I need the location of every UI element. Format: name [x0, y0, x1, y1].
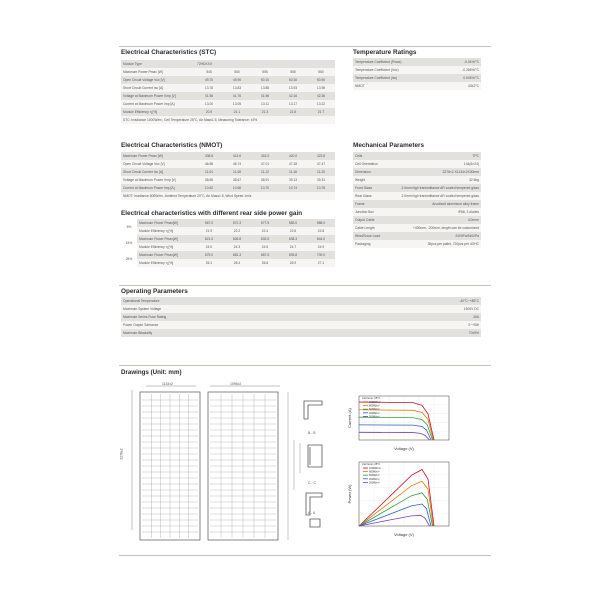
mech-row-value: 144(6×24) [389, 160, 481, 168]
rear-gain-label: 25% [121, 251, 137, 267]
nmot-row-value: 47.28 [279, 160, 307, 168]
op-row-value: 1500V DC [301, 305, 481, 313]
nmot-row-value: 38.67 [223, 176, 251, 184]
rear-row-value: 24.5 [251, 243, 279, 251]
chart-xlabel: Voltage (V) [394, 446, 414, 451]
stc-row-value: 21.7 [307, 108, 335, 116]
mech-row [353, 216, 481, 224]
stc-row [121, 100, 335, 108]
stc-row-value: 42.16 [279, 92, 307, 100]
rear-row-value: 22.8 [307, 227, 335, 235]
stc-note: STC: Irradiance 1000W/m², Cell Temperature 25°C, Air Mass1.5, Measuring Tolerance: ±3% [121, 116, 335, 124]
chart-ylabel: Power (W) [347, 484, 352, 504]
op-row-value: 0~+5W [301, 321, 481, 329]
stc-row [121, 76, 335, 84]
mech-row [353, 152, 481, 160]
pv-curve-chart [345, 458, 455, 538]
nmot-row-value: 47.01 [251, 160, 279, 168]
mech-title: Mechanical Parameters [353, 142, 425, 149]
rear-row [121, 219, 335, 227]
mech-row-value: Anodized aluminium alloy frame [389, 200, 481, 208]
op-row [121, 321, 481, 329]
mech-row-label: Frame [353, 200, 389, 208]
stc-row-value: 555 [279, 68, 307, 76]
nmot-row-value: 10.78 [307, 184, 335, 192]
temp-row-label: Temperature Coefficient (Pmax) [353, 58, 421, 66]
rear-row-value: 681.3 [223, 251, 251, 259]
mech-row-value: 2.0mm high transmittance AR coated tempered glass [389, 184, 481, 192]
rear-row-value: 22.4 [251, 227, 279, 235]
stc-row [121, 84, 335, 92]
stc-row-label: Module Efficiency η [%] [121, 108, 195, 116]
stc-row-value: 41.76 [223, 92, 251, 100]
nmot-row-value: 10.62 [195, 184, 223, 192]
rear-row [121, 243, 335, 251]
rear-row-value: 26.9 [279, 259, 307, 267]
temp-table [353, 58, 481, 90]
stc-row-value: 13.17 [279, 100, 307, 108]
temp-row-label: Temperature Coefficient (Voc) [353, 66, 421, 74]
stc-row-value: 49.70 [195, 76, 223, 84]
temp-row-label: NMOT [353, 82, 421, 90]
chart-legend-label: 800W/m² [369, 404, 380, 408]
temp-row-label: Temperature Coefficient (Isc) [353, 74, 421, 82]
nmot-title: Electrical Characteristics (NMOT) [121, 142, 223, 149]
dim-top-label: 1096±2 [230, 382, 242, 386]
rear-row-label: Module Efficiency η [%] [137, 259, 195, 267]
dim-height-label: 2278±2 [119, 448, 124, 460]
rear-row-value: 27.1 [307, 259, 335, 267]
stc-row-value: 13.05 [223, 100, 251, 108]
op-table [121, 297, 481, 337]
nmot-row-label: Voltage at Maximum Power Vmp [V] [121, 176, 195, 184]
nmot-row-value: 38.65 [195, 176, 223, 184]
temp-row [353, 82, 481, 90]
nmot-row [121, 168, 335, 176]
mech-row-value: 2278×2 X1134×2X30mm [389, 168, 481, 176]
nmot-row-value: 11.20 [307, 168, 335, 176]
stc-row-value: 41.96 [251, 92, 279, 100]
nmot-row-value: 10.66 [223, 184, 251, 192]
stc-title: Electrical Characteristics (STC) [121, 49, 217, 56]
rear-row-value: 638.3 [279, 235, 307, 243]
mech-row-value: 36pcs per pallet, 720pcs per 40'HC [389, 240, 481, 248]
nmot-row-value: 11.08 [223, 168, 251, 176]
nmot-row-value: 10.74 [279, 184, 307, 192]
iv-curve-chart [345, 392, 455, 452]
nmot-table [121, 152, 335, 200]
chart-legend-label: 1000W/m² [369, 401, 381, 404]
mech-row [353, 200, 481, 208]
op-row [121, 329, 481, 337]
stc-row-value: 42.36 [307, 92, 335, 100]
temp-row [353, 66, 481, 74]
nmot-note-row [121, 192, 335, 200]
mech-row-value: 32.5kg [389, 176, 481, 184]
mech-row-value: TPC [389, 152, 481, 160]
stc-row-value: 545 [195, 68, 223, 76]
mech-row-label: Front Glass [353, 184, 389, 192]
rear-row [121, 251, 335, 259]
nmot-row [121, 176, 335, 184]
rear-row-value: 26.4 [223, 259, 251, 267]
nmot-note: NMOT: Irradiance 800W/m², Ambient Temperature 20°C, Air Mass1.5, Wind Speed 1m/s [121, 192, 335, 200]
nmot-row-value: 39.13 [279, 176, 307, 184]
stc-row-value: 560 [307, 68, 335, 76]
stc-model-label: Module Type [121, 60, 195, 68]
rear-row-value: 24.3 [223, 243, 251, 251]
nmot-row [121, 160, 335, 168]
nmot-row-value: 38.91 [251, 176, 279, 184]
stc-note-row [121, 116, 335, 124]
op-row-label: Maximum Bifaciality [121, 329, 301, 337]
stc-row-value: 49.90 [223, 76, 251, 84]
temp-row-value: 43±2°C [421, 82, 481, 90]
mech-row-label: Cable Length [353, 224, 389, 232]
temp-row-value: -0.34%/°C [421, 58, 481, 66]
chart-legend-label: 400W/m² [369, 411, 380, 415]
mech-row-label: Cells [353, 152, 389, 160]
rear-row-value: 687.5 [251, 251, 279, 259]
rear-row-label: Maximum Power Pmax[W] [137, 251, 195, 259]
stc-row-label: Current at Maximum Power Imp [A] [121, 100, 195, 108]
divider-mid [119, 285, 491, 286]
mech-row [353, 192, 481, 200]
mech-row [353, 176, 481, 184]
stc-model-row [121, 60, 335, 68]
rear-gain-label: 15% [121, 235, 137, 251]
rear-row-value: 22.2 [223, 227, 251, 235]
op-row-label: Maximum Series Fuse Rating [121, 313, 301, 321]
nmot-row-value: 47.47 [307, 160, 335, 168]
stc-row [121, 108, 335, 116]
stc-row-value: 13.22 [307, 100, 335, 108]
stc-row-label: Voltage at Maximum Power Vmp [V] [121, 92, 195, 100]
op-row-label: Operational Temperature [121, 297, 301, 305]
temp-row-value: -0.265%/°C [421, 66, 481, 74]
mech-row-label: Rear Glass [353, 192, 389, 200]
stc-row-value: 13.93 [279, 84, 307, 92]
chart-title: Cell temp: 25°C [362, 463, 381, 466]
stc-row-value: 13.78 [195, 84, 223, 92]
mech-row [353, 232, 481, 240]
mech-row-value: IP68, 3 diodes [389, 208, 481, 216]
chart-legend-label: 200W/m² [369, 415, 380, 419]
rear-title: Electrical characteristics with different rear side power gain [121, 210, 303, 217]
nmot-row-value: 46.68 [195, 160, 223, 168]
nmot-row-label: Maximum Power Pmax [W] [121, 152, 195, 160]
stc-row-value: 550 [223, 68, 251, 76]
nmot-row-value: 412.6 [223, 152, 251, 160]
section-a-label: A - A [308, 511, 316, 515]
nmot-row-label: Short Circuit Current Isc [A] [121, 168, 195, 176]
op-row-label: Maximum System Voltage [121, 305, 301, 313]
mech-row-value: 2.0mm high transmittance AR coated tempered glass [389, 192, 481, 200]
rear-row-value: 577.5 [251, 219, 279, 227]
mech-row-label: Dimension [353, 168, 389, 176]
mech-row-label: Wind/Snow Load [353, 232, 389, 240]
op-row [121, 305, 481, 313]
mech-row [353, 168, 481, 176]
op-row [121, 313, 481, 321]
nmot-row-value: 416.2 [251, 152, 279, 160]
rear-row-value: 588.0 [307, 219, 335, 227]
stc-row-value: 21.1 [223, 108, 251, 116]
temp-row [353, 74, 481, 82]
stc-row-value: 50.30 [279, 76, 307, 84]
mech-row-label: Cell Orientation [353, 160, 389, 168]
mech-table [353, 152, 481, 248]
rear-row-value: 24.9 [307, 243, 335, 251]
chart-legend-label: 600W/m² [369, 474, 380, 478]
rear-row-value: 700.0 [307, 251, 335, 259]
op-row [121, 297, 481, 305]
op-row-value: -40°C~+85°C [301, 297, 481, 305]
rear-gain-label: 5% [121, 219, 137, 235]
mech-row-value: 2400Pa/5400Pa [389, 232, 481, 240]
mech-row [353, 224, 481, 232]
chart-legend-label: 1000W/m² [369, 467, 381, 470]
mech-row [353, 240, 481, 248]
module-side-view [120, 380, 320, 550]
rear-row-value: 24.7 [279, 243, 307, 251]
rear-row-value: 644.0 [307, 235, 335, 243]
chart-ylabel: Current (A) [347, 408, 352, 428]
mech-row-label: Output Cable [353, 216, 389, 224]
rear-row-value: 572.3 [223, 219, 251, 227]
mech-row-value: +400mm, -200mm, length can be customized [389, 224, 481, 232]
rear-row-label: Maximum Power Pmax[W] [137, 235, 195, 243]
stc-model-value: 72HDXXX [195, 60, 335, 68]
stc-row-label: Maximum Power Pmax [W] [121, 68, 195, 76]
drawings-title: Drawings (Unit: mm) [121, 369, 182, 376]
rear-row-value: 583.0 [279, 219, 307, 227]
stc-row-label: Open Circuit Voltage Voc [V] [121, 76, 195, 84]
rear-row-value: 567.0 [195, 219, 223, 227]
rear-row-value: 632.5 [251, 235, 279, 243]
stc-row-value: 21.5 [279, 108, 307, 116]
rear-row-value: 621.0 [195, 235, 223, 243]
chart-legend-label: 600W/m² [369, 408, 380, 412]
nmot-row-value: 420.0 [279, 152, 307, 160]
divider-top [119, 46, 491, 47]
stc-row-value: 41.56 [195, 92, 223, 100]
mech-row-label: Packaging [353, 240, 389, 248]
mech-row-label: Junction Box [353, 208, 389, 216]
nmot-row-value: 11.16 [279, 168, 307, 176]
stc-row-value: 13.88 [251, 84, 279, 92]
dim-side-label: 1134±2 [162, 382, 174, 386]
rear-row-value: 21.9 [195, 227, 223, 235]
chart-xlabel: Voltage (V) [394, 532, 414, 537]
nmot-row [121, 152, 335, 160]
nmot-row-value: 408.6 [195, 152, 223, 160]
op-row-value: 30A [301, 313, 481, 321]
nmot-row-value: 10.70 [251, 184, 279, 192]
section-b-label: B - B [308, 431, 316, 435]
rear-row-value: 675.0 [195, 251, 223, 259]
stc-row [121, 92, 335, 100]
stc-row-value: 13.11 [251, 100, 279, 108]
stc-table [121, 60, 335, 124]
nmot-row-value: 46.74 [223, 160, 251, 168]
section-details [296, 395, 346, 535]
nmot-row-value: 39.31 [307, 176, 335, 184]
temp-row-value: 0.045%/°C [421, 74, 481, 82]
rear-row [121, 259, 335, 267]
nmot-row-label: Current at Maximum Power Imp [A] [121, 184, 195, 192]
stc-row-value: 13.83 [223, 84, 251, 92]
nmot-row-label: Open Circuit Voltage Voc [V] [121, 160, 195, 168]
chart-legend-label: 400W/m² [369, 477, 380, 481]
chart-legend-label: 200W/m² [369, 481, 380, 485]
divider-drawings [119, 365, 491, 366]
divider-bottom [119, 555, 491, 556]
stc-row-label: Short Circuit Current Isc [A] [121, 84, 195, 92]
stc-row-value: 50.10 [251, 76, 279, 84]
stc-row-value: 50.50 [307, 76, 335, 84]
rear-row-value: 26.1 [195, 259, 223, 267]
chart-series-line [359, 417, 433, 440]
nmot-row [121, 184, 335, 192]
rear-row-label: Module Efficiency η [%] [137, 243, 195, 251]
mech-row [353, 208, 481, 216]
op-title: Operating Parameters [121, 288, 188, 295]
rear-row [121, 235, 335, 243]
op-row-value: 70±5% [301, 329, 481, 337]
rear-row [121, 227, 335, 235]
rear-row-value: 24.0 [195, 243, 223, 251]
nmot-row-value: 423.8 [307, 152, 335, 160]
rear-row-label: Module Efficiency η [%] [137, 227, 195, 235]
stc-row-value: 21.3 [251, 108, 279, 116]
stc-row-value: 20.9 [195, 108, 223, 116]
nmot-row-value: 11.12 [251, 168, 279, 176]
temp-title: Temperature Ratings [353, 49, 417, 56]
rear-row-value: 22.6 [279, 227, 307, 235]
rear-row-value: 26.6 [251, 259, 279, 267]
temp-row [353, 58, 481, 66]
mech-row-label: Weight [353, 176, 389, 184]
nmot-row-value: 11.04 [195, 168, 223, 176]
stc-row-value: 13.98 [307, 84, 335, 92]
mech-row-value: 4.0mm² [389, 216, 481, 224]
chart-legend-label: 800W/m² [369, 470, 380, 474]
rear-row-value: 693.8 [279, 251, 307, 259]
rear-row-value: 626.8 [223, 235, 251, 243]
mech-row [353, 160, 481, 168]
rear-table [121, 219, 335, 267]
stc-row [121, 68, 335, 76]
section-c-label: C - C [308, 481, 316, 485]
stc-row-value: 555 [251, 68, 279, 76]
mech-row [353, 184, 481, 192]
op-row-label: Power Output Tolerance [121, 321, 301, 329]
stc-row-value: 13.00 [195, 100, 223, 108]
chart-title: Cell temp: 25°C [362, 397, 381, 400]
rear-row-label: Maximum Power Pmax[W] [137, 219, 195, 227]
